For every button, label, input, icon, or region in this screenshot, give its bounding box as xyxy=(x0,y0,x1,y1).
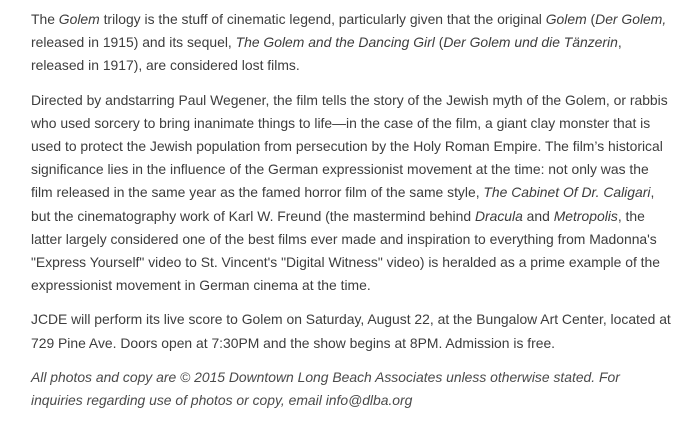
text-span: and xyxy=(522,207,554,224)
paragraph-history xyxy=(31,89,674,298)
text-span: , but the cinematography work of Karl W. Freund (the mastermind behind xyxy=(31,184,655,224)
film-title: Der Golem, xyxy=(595,11,667,27)
text-span: , released in 1917), are considered lost films. xyxy=(31,34,622,74)
text-span: Directed by andstarring Paul Wegener, the film tells the story of the Jewish myth of the Golem, or rabbis who used sorcery to bring inanimate things to life—in the case of the film, a giant clay monster that is used to protect the Jewish population from persecution by the Holy Roman Empire. The film’s historical significance lies in the influence of the German expressionist movement at the time: not only was the film released in the same year as the famed horror film of the same style, xyxy=(31,91,668,201)
text-span: ( xyxy=(586,11,596,27)
copyright-credit: All photos and copy are © 2015 Downtown Long Beach Associates unless otherwise stated. For inquiries regarding use of photos or copy, email info@dlba.org xyxy=(31,368,620,409)
film-title: Der Golem und die Tänzerin xyxy=(443,34,618,51)
film-title: The Cabinet Of Dr. Caligari xyxy=(483,184,651,201)
paragraph-intro xyxy=(31,8,674,78)
film-title: Golem xyxy=(545,11,587,27)
film-title: Dracula xyxy=(474,207,523,224)
text-span: trilogy is the stuff of cinematic legend, particularly given that the original xyxy=(99,11,546,27)
text-span: ( xyxy=(434,34,444,51)
film-title: Metropolis xyxy=(553,207,618,224)
film-title: The Golem and the Dancing Girl xyxy=(235,34,435,51)
text-span: The xyxy=(31,11,59,27)
paragraph-event: JCDE will perform its live score to Golem on Saturday, August 22, at the Bungalow Art Center, located at 729 Pine Ave. Doors open at 7:30PM and the show begins at 8PM. Admission is free. xyxy=(31,311,671,351)
film-title: Golem xyxy=(58,11,100,27)
text-span: released in 1915) and its sequel, xyxy=(31,34,236,51)
text-span: , the latter largely considered one of the best films ever made and inspiration to everything from Madonna's "Express Yourself" video to St. Vincent's "Digital Witness" video) is heralded as a prime example of the expressionist movement in German cinema at the time. xyxy=(31,207,660,294)
